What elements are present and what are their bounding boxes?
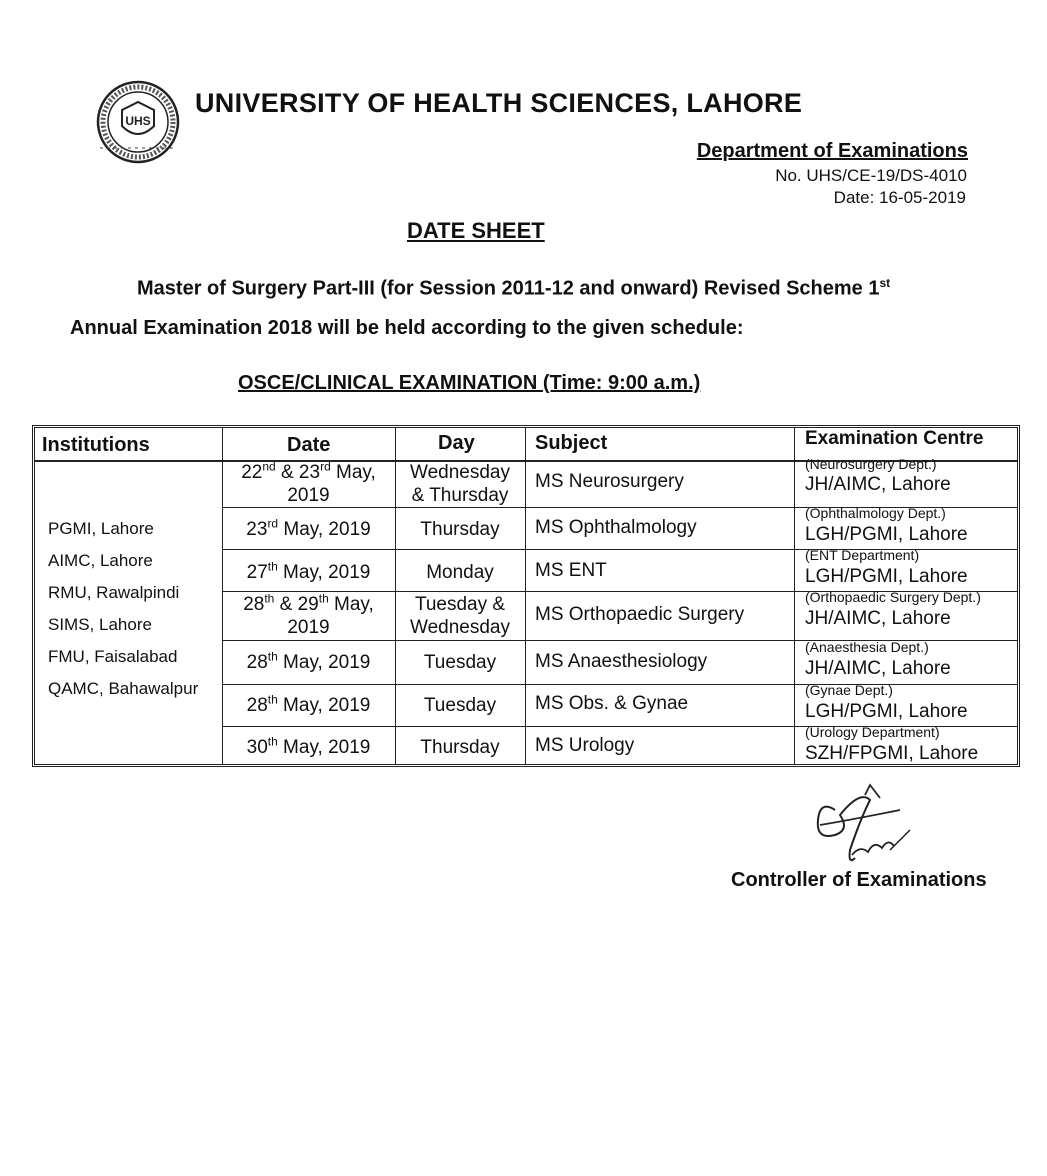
university-name: UNIVERSITY OF HEALTH SCIENCES, LAHORE	[195, 88, 803, 118]
institution-item: SIMS, Lahore	[48, 615, 152, 634]
centre-name: JH/AIMC, Lahore	[805, 658, 951, 679]
signatory-title: Controller of Examinations	[731, 869, 987, 891]
date-cell: 28th May, 2019	[246, 649, 371, 673]
header-date: Date	[287, 434, 331, 456]
centre-dept: (Gynae Dept.)	[805, 682, 893, 698]
institution-item: RMU, Rawalpindi	[48, 583, 180, 602]
header-subject: Subject	[535, 432, 608, 454]
centre-dept: (Anaesthesia Dept.)	[805, 639, 929, 655]
intro-line-1-sup: st	[879, 276, 891, 290]
centre-name: SZH/FPGMI, Lahore	[805, 743, 979, 764]
header-institutions: Institutions	[42, 434, 150, 456]
institution-item: PGMI, Lahore	[48, 519, 154, 538]
subject-cell: MS ENT	[535, 560, 607, 581]
centre-name: JH/AIMC, Lahore	[805, 474, 951, 495]
day-cell: Monday	[426, 562, 494, 583]
centre-dept: (Orthopaedic Surgery Dept.)	[805, 589, 981, 605]
subject-cell: MS Orthopaedic Surgery	[535, 604, 745, 625]
subject-cell: MS Neurosurgery	[535, 471, 684, 492]
centre-name: JH/AIMC, Lahore	[805, 608, 951, 629]
department-name: Department of Examinations	[696, 140, 968, 162]
centre-dept: (Ophthalmology Dept.)	[805, 505, 946, 521]
day-cell: Wednesday & Thursday	[410, 462, 510, 506]
day-cell: Tuesday & Wednesday	[410, 594, 510, 638]
date-cell: 28th May, 2019	[246, 692, 371, 716]
subject-cell: MS Urology	[535, 735, 635, 756]
day-cell: Thursday	[420, 737, 500, 758]
day-cell: Tuesday	[423, 695, 497, 716]
centre-name: LGH/PGMI, Lahore	[805, 566, 968, 587]
date-cell: 22nd & 23rd May, 2019	[241, 459, 376, 506]
header-day: Day	[438, 432, 475, 454]
institution-item: QAMC, Bahawalpur	[48, 679, 199, 698]
intro-line-1	[137, 276, 890, 301]
subject-cell: MS Ophthalmology	[535, 517, 697, 538]
intro-line-1-text: Master of Surgery Part-III (for Session 2011-12 and onward) Revised Scheme 1	[137, 277, 880, 300]
section-heading: OSCE/CLINICAL EXAMINATION (Time: 9:00 a.m.)	[238, 372, 701, 394]
centre-dept: (Neurosurgery Dept.)	[805, 456, 937, 472]
reference-number: No. UHS/CE-19/DS-4010	[775, 166, 967, 185]
centre-dept: (Urology Department)	[805, 724, 940, 740]
header-examination-centre: Examination Centre	[805, 428, 984, 449]
date-cell: 28th & 29th May, 2019	[243, 591, 374, 638]
day-cell: Thursday	[420, 519, 500, 540]
institution-item: AIMC, Lahore	[48, 551, 153, 570]
subject-cell: MS Obs. & Gynae	[535, 693, 689, 714]
centre-dept: (ENT Department)	[805, 547, 920, 563]
centre-name: LGH/PGMI, Lahore	[805, 524, 968, 545]
centre-name: LGH/PGMI, Lahore	[805, 701, 968, 722]
subject-cell: MS Anaesthesiology	[535, 651, 708, 672]
handwritten-signature	[790, 780, 930, 875]
institution-item: FMU, Faisalabad	[48, 647, 178, 666]
document-title: DATE SHEET	[407, 218, 545, 243]
date-cell: 27th May, 2019	[246, 559, 371, 583]
issue-date: Date: 16-05-2019	[833, 188, 966, 207]
svg-text:UHS: UHS	[125, 114, 151, 128]
date-cell: 23rd May, 2019	[246, 516, 371, 540]
day-cell: Tuesday	[423, 652, 497, 673]
exam-schedule-table	[32, 425, 1020, 767]
date-cell: 30th May, 2019	[246, 734, 371, 758]
uhs-seal-logo	[92, 76, 184, 168]
intro-line-2: Annual Examination 2018 will be held according to the given schedule:	[70, 317, 744, 339]
